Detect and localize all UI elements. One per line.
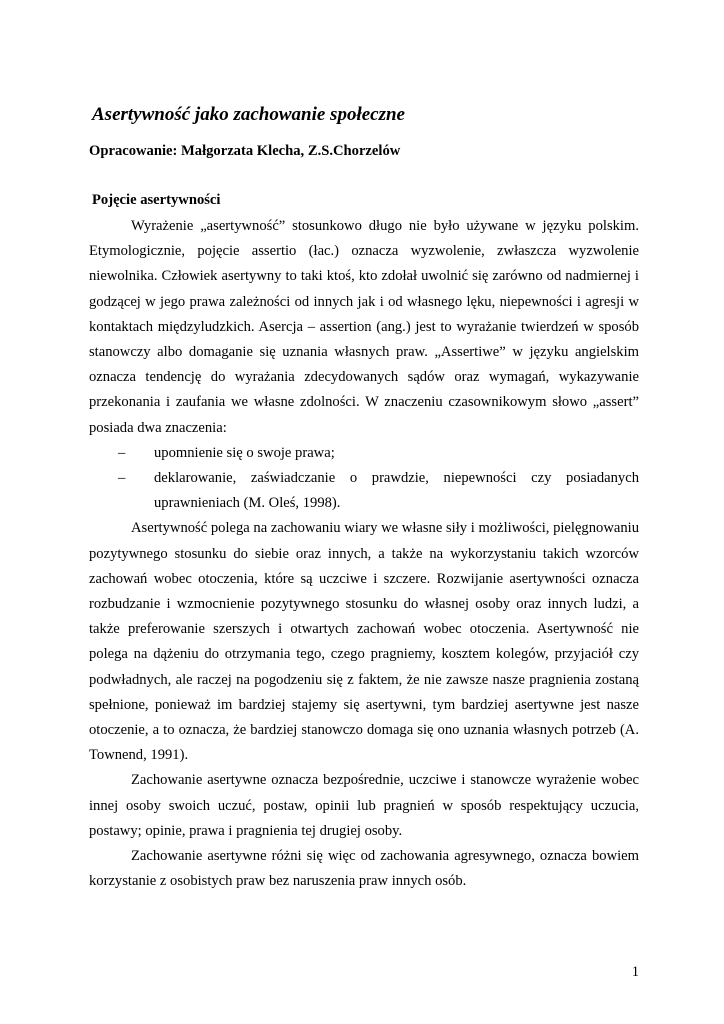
dash-bullet: – — [118, 470, 126, 487]
author-line: Opracowanie: Małgorzata Klecha, Z.S.Chorzelów — [89, 143, 401, 159]
dash-bullet: – — [118, 444, 126, 461]
paragraph: Asertywność polega na zachowaniu wiary we własne siły i możliwości, pielęgnowaniu pozytywnego stosunku do siebie oraz innych, a także na wykorzystaniu takich wzorców zachowań wobec otoczenia, które są uczciwe i szczere. Rozwijanie asertywności oznacza rozbudzanie i wzmocnienie pozytywnego stosunku do własnej osoby oraz innych ludzi, a także preferowanie szerszych i otwartych zachowań wobec otoczenia. Asertywność nie polega na dążeniu do otrzymania tego, czego pragniemy, kosztem kolegów, przyjaciół czy podwładnych, ale raczej na pogodzeniu się z faktem, że nie zawsze nasze pragnienia zostaną spełnione, ponieważ im bardziej stajemy się asertywni, tym bardziej asertywne jest nasze otoczenie, a to oznacza, że bardziej stanowczo domaga się ono uznania własnych potrzeb (A. Townend, 1991). — [89, 520, 639, 764]
body-text — [89, 214, 639, 894]
dash-list — [89, 441, 639, 517]
section-heading: Pojęcie asertywności — [92, 192, 221, 208]
paragraph: Zachowanie asertywne różni się więc od zachowania agresywnego, oznacza bowiem korzystanie z osobistych praw bez naruszenia praw innych osób. — [89, 848, 639, 890]
document-title: Asertywność jako zachowanie społeczne — [92, 104, 405, 125]
paragraph: Wyrażenie „asertywność” stosunkowo długo nie było używane w języku polskim. Etymologicznie, pojęcie assertio (łac.) oznacza wyzwolenie, zwłaszcza wyzwolenie niewolnika. Człowiek asertywny to taki ktoś, kto zdołał uwolnić się zarówno od nadmiernej i godzącej w jego prawa zależności od innych jak i od własnego lęku, niepewności i agresji w kontaktach międzyludzkich. Asercja – assertion (ang.) jest to wyrażanie twierdzeń w sposób stanowczy albo domaganie się uznania własnych praw. „Assertiwe” w języku angielskim oznacza tendencję do wyrażania zdecydowanych sądów oraz wymagań, wykazywanie przekonania i zaufania we własne zdolności. W znaczeniu czasownikowym słowo „assert” posiada dwa znaczenia: — [89, 218, 639, 436]
page-number: 1 — [631, 964, 639, 980]
list-item-text: deklarowanie, zaświadczanie o prawdzie, niepewności czy posiadanych uprawnieniach (M. Oleś, 1998). — [154, 470, 639, 512]
list-item-text: upomnienie się o swoje prawa; — [154, 444, 335, 461]
list-item — [89, 441, 639, 466]
list-item — [89, 466, 639, 516]
paragraph: Zachowanie asertywne oznacza bezpośrednie, uczciwe i stanowcze wyrażenie wobec innej osoby swoich uczuć, postaw, opinii lub pragnień w sposób respektujący uczucia, postawy; opinie, prawa i pragnienia tej drugiej osoby. — [89, 772, 639, 839]
